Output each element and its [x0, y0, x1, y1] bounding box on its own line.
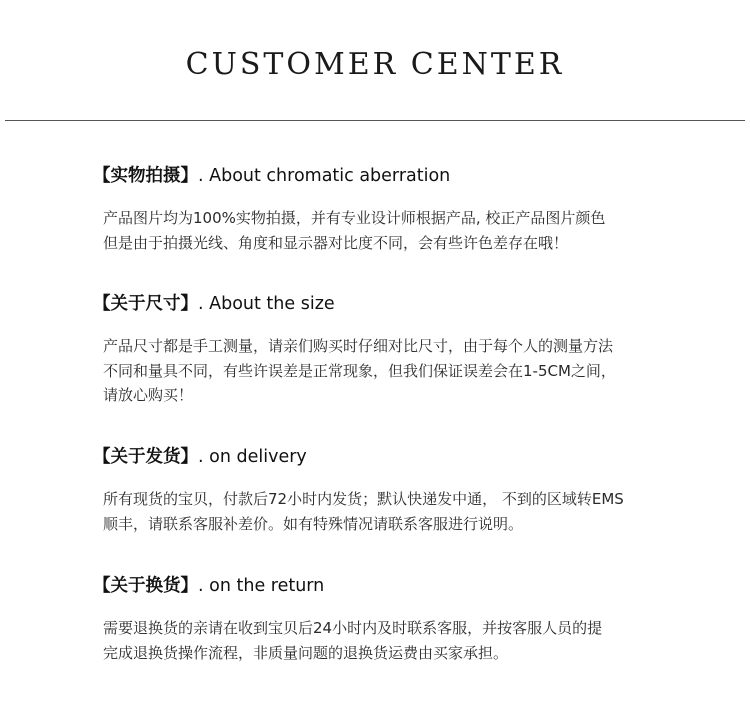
section-body	[93, 487, 713, 536]
page-title: CUSTOMER CENTER	[185, 47, 565, 82]
section-text-line: 所有现货的宝贝，付款后72小时内发货；默认快递发中通， 不到的区域转EMS	[103, 490, 624, 508]
section-heading-en: . About chromatic aberration	[198, 166, 451, 186]
section-chromatic-aberration	[93, 164, 713, 255]
section-heading-cn: 【关于尺寸】	[93, 294, 198, 314]
section-text-line: 但是由于拍摄光线、角度和显示器对比度不同，会有些许色差存在哦！	[103, 233, 569, 252]
section-text-line: 需要退换货的亲请在收到宝贝后24小时内及时联系客服，并按客服人员的提	[103, 619, 603, 637]
section-text-line: 请放心购买！	[103, 386, 194, 404]
section-text-line: 产品图片均为100%实物拍摄，并有专业设计师根据产品, 校正产品图片颜色	[103, 209, 606, 227]
section-size	[93, 292, 713, 408]
section-heading	[93, 164, 713, 188]
section-body	[93, 616, 713, 665]
section-heading-en: . About the size	[198, 294, 335, 314]
section-heading-cn: 【关于发货】	[93, 447, 198, 467]
section-delivery	[93, 445, 713, 536]
section-text-line: 顺丰，请联系客服补差价。如有特殊情况请联系客服进行说明。	[103, 514, 524, 533]
section-body	[93, 334, 713, 408]
section-body	[93, 206, 713, 255]
section-heading	[93, 574, 713, 598]
section-text-line: 不同和量具不同，有些许误差是正常现象，但我们保证误差会在1-5CM之间，	[103, 361, 616, 380]
section-heading	[93, 445, 713, 469]
header-divider	[5, 120, 745, 121]
section-heading	[93, 292, 713, 316]
section-text-line: 完成退换货操作流程，非质量问题的退换货运费由买家承担。	[103, 643, 509, 662]
section-text-line: 产品尺寸都是手工测量，请亲们购买时仔细对比尺寸，由于每个人的测量方法	[103, 337, 614, 355]
section-heading-cn: 【实物拍摄】	[93, 166, 198, 186]
section-return	[93, 574, 713, 665]
section-heading-cn: 【关于换货】	[93, 576, 198, 596]
section-heading-en: . on the return	[198, 576, 325, 596]
section-heading-en: . on delivery	[198, 447, 307, 467]
